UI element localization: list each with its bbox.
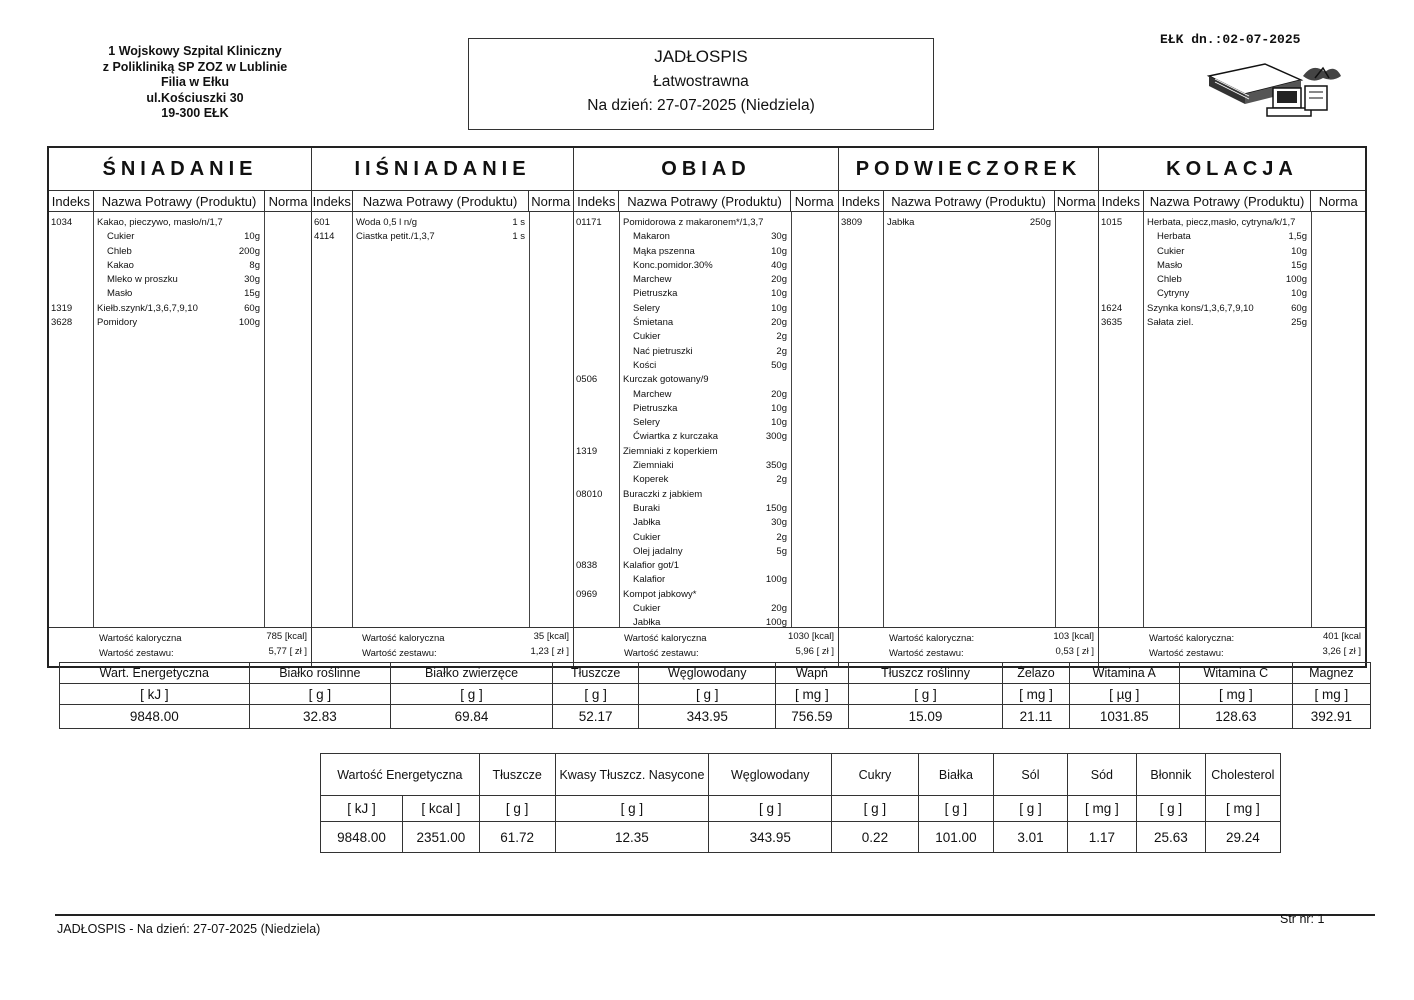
meal-column-0: [49, 148, 312, 666]
row-norm: 100g: [238, 317, 260, 329]
row-index: 0838: [576, 560, 598, 572]
page-number: Str nr: 1: [1280, 912, 1325, 926]
column-divider: [529, 212, 530, 628]
column-header-name: Nazwa Potrawy (Produktu): [94, 191, 265, 211]
hospital-line: ul.Kościuszki 30: [146, 90, 244, 105]
nutrition-cell: [ mg ]: [1003, 684, 1069, 705]
nutrition-cell: 392.91: [1292, 705, 1370, 729]
nutrition-cell: [ mg ]: [1067, 796, 1136, 822]
ingredient-name: Kakao: [107, 259, 134, 271]
column-header-norm: Norma: [1318, 193, 1358, 209]
row-index: 0969: [576, 588, 598, 600]
hospital-line: 1 Wojskowy Szpital Kliniczny: [108, 44, 282, 58]
cost-label: Wartość zestawu:: [1149, 648, 1224, 659]
row-norm: 8g: [249, 259, 260, 271]
hospital-line: Filia w Ełku: [160, 75, 230, 89]
meal-summary: [312, 627, 573, 666]
menu-row: [839, 216, 1098, 230]
meal-column-3: [839, 148, 1099, 666]
calorie-value: 1030 [kcal]: [788, 631, 834, 642]
ingredient-name: Śmietana: [633, 317, 674, 329]
meal-title: ŚNIADANIE: [49, 148, 311, 191]
menu-row: [574, 459, 838, 473]
dish-name: Pomidory: [97, 317, 138, 329]
ingredient-name: Mąka pszenna: [633, 245, 695, 257]
nutrition-cell: Witamina A: [1069, 663, 1179, 684]
row-index: 01171: [576, 217, 602, 228]
nutrition-table-1: [59, 662, 1371, 729]
ingredient-name: Cytryny: [1157, 288, 1190, 300]
column-divider: [883, 212, 884, 628]
nutrition-cell: [ g ]: [639, 684, 776, 705]
menu-date: Na dzień: 27-07-2025 (Niedziela): [587, 97, 815, 114]
row-norm: 20g: [771, 603, 787, 615]
nutrition-cell: Kwasy Tłuszcz. Nasycone: [555, 754, 709, 796]
column-header-norm: Norma: [1056, 193, 1096, 209]
book-computer-icon: [1205, 58, 1345, 120]
nutrition-cell: [ mg ]: [1205, 796, 1280, 822]
ingredient-name: Cukier: [633, 603, 661, 615]
column-header-index: Indeks: [49, 191, 94, 211]
menu-row: [574, 402, 838, 416]
menu-row: [312, 230, 573, 244]
nutrition-cell: Węglowodany: [709, 754, 832, 796]
cost-value: 5,96 [ zł ]: [795, 646, 834, 657]
dish-name: Jabłka: [887, 217, 915, 228]
menu-row: [574, 602, 838, 616]
menu-row: [1099, 287, 1365, 301]
row-norm: 1,5g: [1288, 231, 1307, 243]
row-norm: 100g: [765, 617, 787, 629]
nutrition-cell: Sód: [1067, 754, 1136, 796]
menu-row: [574, 502, 838, 516]
menu-row: [574, 573, 838, 587]
nutrition-cell: 128.63: [1179, 705, 1292, 729]
nutrition-cell: 0.22: [832, 822, 918, 853]
cost-value: 0,53 [ zł ]: [1055, 646, 1094, 657]
footer-divider: [55, 914, 1375, 916]
nutrition-cell: Wart. Energetyczna: [60, 663, 250, 684]
calorie-value: 103 [kcal]: [1053, 631, 1094, 642]
dish-name: Buraczki z jabkiem: [623, 488, 703, 500]
menu-row: [574, 330, 838, 344]
nutrition-cell: 25.63: [1137, 822, 1206, 853]
row-norm: 20g: [771, 388, 787, 400]
footer-title: JADŁOSPIS - Na dzień: 27-07-2025 (Niedziela): [57, 922, 321, 936]
calorie-label: Wartość kaloryczna: [99, 633, 182, 644]
nutrition-cell: 15.09: [848, 705, 1003, 729]
nutrition-cell: Magnez: [1292, 663, 1370, 684]
menu-row: [574, 516, 838, 530]
column-header-index: Indeks: [574, 191, 619, 211]
row-norm: 25g: [1291, 317, 1307, 329]
nutrition-cell: [ g ]: [1137, 796, 1206, 822]
hospital-address: [70, 44, 320, 122]
row-norm: 40g: [771, 259, 787, 271]
nutrition-cell: Tłuszcze: [479, 754, 555, 796]
ingredient-name: Chleb: [1157, 274, 1182, 286]
ingredient-name: Marchew: [633, 388, 672, 400]
cost-label: Wartość zestawu:: [889, 648, 964, 659]
column-header-index: Indeks: [839, 191, 884, 211]
menu-row: [49, 230, 311, 244]
row-norm: 15g: [1291, 259, 1307, 271]
menu-row: [1099, 245, 1365, 259]
ingredient-name: Konc.pomidor.30%: [633, 259, 713, 271]
meal-column-2: [574, 148, 839, 666]
row-norm: 10g: [244, 231, 260, 243]
menu-row: [1099, 216, 1365, 230]
diet-name: Łatwostrawna: [653, 73, 749, 90]
nutrition-cell: 61.72: [479, 822, 555, 853]
row-norm: 15g: [244, 288, 260, 300]
column-header-name: Nazwa Potrawy (Produktu): [353, 191, 529, 211]
dish-name: Ziemniaki z koperkiem: [623, 445, 718, 457]
calorie-label: Wartość kaloryczna:: [889, 633, 975, 644]
dish-name: Kiełb.szynk/1,3,6,7,9,10: [97, 302, 198, 314]
dish-name: Sałata ziel.: [1147, 317, 1194, 329]
row-index: 1319: [51, 302, 73, 314]
nutrition-cell: Białko roślinne: [249, 663, 390, 684]
cost-value: 3,26 [ zł ]: [1322, 646, 1361, 657]
nutrition-cell: [ kcal ]: [403, 796, 480, 822]
menu-row: [574, 316, 838, 330]
ingredient-name: Pietruszka: [633, 402, 678, 414]
ingredient-name: Buraki: [633, 502, 660, 514]
menu-row: [574, 445, 838, 459]
row-index: 1015: [1101, 217, 1123, 228]
row-norm: 300g: [765, 431, 787, 443]
menu-row: [49, 316, 311, 330]
menu-row: [574, 388, 838, 402]
calorie-value: 785 [kcal]: [266, 631, 307, 642]
ingredient-name: Chleb: [107, 245, 132, 257]
nutrition-cell: Żelazo: [1003, 663, 1069, 684]
cost-value: 5,77 [ zł ]: [268, 646, 307, 657]
calorie-label: Wartość kaloryczna: [362, 633, 445, 644]
nutrition-cell: 29.24: [1205, 822, 1280, 853]
nutrition-cell: 1.17: [1067, 822, 1136, 853]
document-title: JADŁOSPIS: [654, 47, 748, 66]
nutrition-cell: 101.00: [918, 822, 994, 853]
nutrition-cell: Witamina C: [1179, 663, 1292, 684]
row-norm: 2g: [776, 531, 787, 543]
menu-row: [574, 531, 838, 545]
nutrition-row-headers: [60, 663, 1371, 684]
row-index: 08010: [576, 488, 603, 500]
column-header-norm: Norma: [531, 193, 571, 209]
row-norm: 10g: [1291, 288, 1307, 300]
row-index: 3809: [841, 217, 863, 228]
ingredient-name: Kalafior: [633, 574, 666, 586]
nutrition-cell: 2351.00: [403, 822, 480, 853]
nutrition-cell: 69.84: [391, 705, 553, 729]
row-norm: 30g: [771, 231, 787, 243]
ingredient-name: Masło: [107, 288, 133, 300]
menu-row: [574, 559, 838, 573]
menu-row: [312, 216, 573, 230]
nutrition-cell: 32.83: [249, 705, 390, 729]
nutrition-cell: 756.59: [776, 705, 849, 729]
row-index: 3635: [1101, 317, 1123, 329]
cost-value: 1,23 [ zł ]: [530, 646, 569, 657]
menu-table: [47, 146, 1367, 668]
meal-summary: [1099, 627, 1365, 666]
nutrition-cell: [ g ]: [848, 684, 1003, 705]
row-norm: 5g: [776, 545, 787, 557]
menu-row: [574, 488, 838, 502]
row-index: 3628: [51, 317, 73, 329]
menu-row: [574, 230, 838, 244]
row-norm: 30g: [771, 517, 787, 529]
row-norm: 2g: [776, 345, 787, 357]
ingredient-name: Marchew: [633, 274, 672, 286]
cost-label: Wartość zestawu:: [624, 648, 699, 659]
nutrition-row-headers: [321, 754, 1281, 796]
ingredient-name: Koperek: [633, 474, 669, 486]
ingredient-name: Ziemniaki: [633, 460, 674, 472]
nutrition-cell: [ mg ]: [1292, 684, 1370, 705]
menu-row: [574, 430, 838, 444]
ingredient-name: Olej jadalny: [633, 545, 683, 557]
menu-row: [574, 359, 838, 373]
dish-name: Kurczak gotowany/9: [623, 374, 709, 386]
row-norm: 50g: [771, 359, 787, 371]
row-norm: 2g: [776, 474, 787, 486]
nutrition-cell: Błonnik: [1137, 754, 1206, 796]
nutrition-row-units: [60, 684, 1371, 705]
meal-summary: [49, 627, 311, 666]
dish-name: Szynka kons/1,3,6,7,9,10: [1147, 302, 1254, 314]
row-norm: 150g: [765, 502, 787, 514]
menu-row: [49, 245, 311, 259]
hospital-line: 19-300 EŁK: [161, 106, 229, 120]
menu-row: [1099, 273, 1365, 287]
nutrition-row-units: [321, 796, 1281, 822]
column-header-name: Nazwa Potrawy (Produktu): [1144, 191, 1312, 211]
row-norm: 20g: [771, 274, 787, 286]
meal-summary: [839, 627, 1098, 666]
column-divider: [352, 212, 353, 628]
row-norm: 60g: [1291, 302, 1307, 314]
column-header-name: Nazwa Potrawy (Produktu): [884, 191, 1055, 211]
nutrition-cell: [ g ]: [391, 684, 553, 705]
row-index: 4114: [314, 231, 335, 243]
calorie-label: Wartość kaloryczna:: [1149, 633, 1235, 644]
ingredient-name: Ćwiartka z kurczaka: [633, 431, 718, 443]
dish-name: Kompot jabkowy*: [623, 588, 697, 600]
dish-name: Herbata, piecz,masło, cytryna/k/1,7: [1147, 217, 1296, 228]
row-norm: 30g: [244, 274, 260, 286]
menu-row: [574, 416, 838, 430]
nutrition-cell: [ g ]: [709, 796, 832, 822]
nutrition-cell: 21.11: [1003, 705, 1069, 729]
nutrition-cell: [ g ]: [994, 796, 1067, 822]
menu-row: [574, 216, 838, 230]
nutrition-cell: Wapń: [776, 663, 849, 684]
nutrition-cell: [ g ]: [918, 796, 994, 822]
menu-row: [574, 287, 838, 301]
row-index: 1624: [1101, 302, 1123, 314]
ingredient-name: Makaron: [633, 231, 670, 243]
nutrition-row-values: [60, 705, 1371, 729]
nutrition-cell: Cholesterol: [1205, 754, 1280, 796]
nutrition-cell: [ mg ]: [1179, 684, 1292, 705]
issue-date: EŁK dn.:02-07-2025: [1160, 32, 1301, 47]
nutrition-row-values: [321, 822, 1281, 853]
nutrition-cell: 343.95: [639, 705, 776, 729]
ingredient-name: Masło: [1157, 259, 1183, 271]
menu-row: [574, 473, 838, 487]
row-norm: 100g: [765, 574, 787, 586]
nutrition-cell: [ mg ]: [776, 684, 849, 705]
ingredient-name: Jabłka: [633, 617, 661, 629]
row-norm: 10g: [771, 245, 787, 257]
ingredient-name: Kości: [633, 359, 657, 371]
row-norm: 1 s: [512, 217, 525, 228]
menu-row: [49, 302, 311, 316]
ingredient-name: Mleko w proszku: [107, 274, 178, 286]
row-norm: 60g: [244, 302, 260, 314]
nutrition-cell: [ kJ ]: [60, 684, 250, 705]
nutrition-cell: [ g ]: [832, 796, 918, 822]
menu-row: [49, 273, 311, 287]
nutrition-cell: [ g ]: [552, 684, 639, 705]
column-header-index: Indeks: [1099, 191, 1144, 211]
menu-row: [574, 345, 838, 359]
menu-row: [49, 259, 311, 273]
nutrition-cell: 52.17: [552, 705, 639, 729]
ingredient-name: Cukier: [107, 231, 135, 243]
nutrition-cell: Węglowodany: [639, 663, 776, 684]
ingredient-name: Cukier: [633, 531, 661, 543]
row-norm: 10g: [771, 302, 787, 314]
dish-name: Pomidorowa z makaronem*/1,3,7: [623, 217, 764, 228]
nutrition-cell: 9848.00: [60, 705, 250, 729]
menu-row: [574, 545, 838, 559]
nutrition-cell: Tłuszcze: [552, 663, 639, 684]
row-norm: 100g: [1285, 274, 1307, 286]
ingredient-name: Pietruszka: [633, 288, 678, 300]
dish-name: Kalafior got/1: [623, 560, 679, 572]
ingredient-name: Nać pietruszki: [633, 345, 693, 357]
ingredient-name: Jabłka: [633, 517, 661, 529]
ingredient-name: Selery: [633, 302, 660, 314]
menu-row: [49, 287, 311, 301]
hospital-line: z Polikliniką SP ZOZ w Lublinie: [102, 59, 288, 74]
title-box: [468, 38, 934, 130]
ingredient-name: Cukier: [1157, 245, 1185, 257]
meal-summary: [574, 627, 838, 666]
column-header-norm: Norma: [268, 193, 308, 209]
meal-title: IIŚNIADANIE: [312, 148, 573, 191]
nutrition-cell: [ g ]: [249, 684, 390, 705]
nutrition-cell: Tłuszcz roślinny: [848, 663, 1003, 684]
column-header-index: Indeks: [312, 191, 353, 211]
ingredient-name: Herbata: [1157, 231, 1191, 243]
menu-row: [49, 216, 311, 230]
menu-row: [1099, 302, 1365, 316]
row-norm: 10g: [771, 288, 787, 300]
menu-row: [574, 259, 838, 273]
menu-row: [574, 302, 838, 316]
row-norm: 350g: [765, 460, 787, 472]
meal-title: KOLACJA: [1099, 148, 1365, 191]
meal-column-4: [1099, 148, 1365, 666]
nutrition-cell: [ µg ]: [1069, 684, 1179, 705]
row-norm: 10g: [1291, 245, 1307, 257]
menu-row: [1099, 259, 1365, 273]
ingredient-name: Selery: [633, 417, 660, 429]
nutrition-cell: [ kJ ]: [321, 796, 403, 822]
nutrition-cell: Białka: [918, 754, 994, 796]
nutrition-table-2: [320, 753, 1281, 853]
row-norm: 10g: [771, 417, 787, 429]
dish-name: Kakao, pieczywo, masło/n/1,7: [97, 217, 223, 228]
row-norm: 200g: [238, 245, 260, 257]
row-norm: 2g: [776, 331, 787, 343]
nutrition-cell: 3.01: [994, 822, 1067, 853]
cost-label: Wartość zestawu:: [99, 648, 174, 659]
row-index: 601: [314, 217, 330, 228]
calorie-label: Wartość kaloryczna: [624, 633, 707, 644]
meal-title: OBIAD: [574, 148, 838, 191]
menu-row: [574, 245, 838, 259]
nutrition-cell: Wartość Energetyczna: [321, 754, 480, 796]
column-divider: [1055, 212, 1056, 628]
nutrition-cell: 343.95: [709, 822, 832, 853]
nutrition-cell: Cukry: [832, 754, 918, 796]
nutrition-cell: 1031.85: [1069, 705, 1179, 729]
calorie-value: 401 [kcal: [1322, 631, 1361, 642]
nutrition-cell: 12.35: [555, 822, 709, 853]
meal-column-1: [312, 148, 574, 666]
row-index: 1034: [51, 217, 73, 228]
column-header-norm: Norma: [794, 193, 834, 209]
nutrition-cell: 9848.00: [321, 822, 403, 853]
dish-name: Woda 0,5 l n/g: [356, 217, 418, 228]
row-index: 1319: [576, 445, 598, 457]
menu-row: [574, 273, 838, 287]
row-norm: 20g: [771, 317, 787, 329]
row-index: 0506: [576, 374, 598, 386]
nutrition-cell: Sól: [994, 754, 1067, 796]
nutrition-cell: [ g ]: [479, 796, 555, 822]
nutrition-cell: Białko zwierzęce: [391, 663, 553, 684]
menu-row: [574, 588, 838, 602]
column-header-name: Nazwa Potrawy (Produktu): [619, 191, 790, 211]
menu-row: [574, 373, 838, 387]
row-norm: 10g: [771, 402, 787, 414]
dish-name: Ciastka petit./1,3,7: [356, 231, 435, 243]
row-norm: 250g: [1029, 217, 1051, 228]
ingredient-name: Cukier: [633, 331, 661, 343]
calorie-value: 35 [kcal]: [533, 631, 569, 642]
row-norm: 1 s: [512, 231, 525, 243]
nutrition-cell: [ g ]: [555, 796, 709, 822]
cost-label: Wartość zestawu:: [362, 648, 437, 659]
menu-row: [1099, 230, 1365, 244]
menu-row: [1099, 316, 1365, 330]
meal-title: PODWIECZOREK: [839, 148, 1098, 191]
